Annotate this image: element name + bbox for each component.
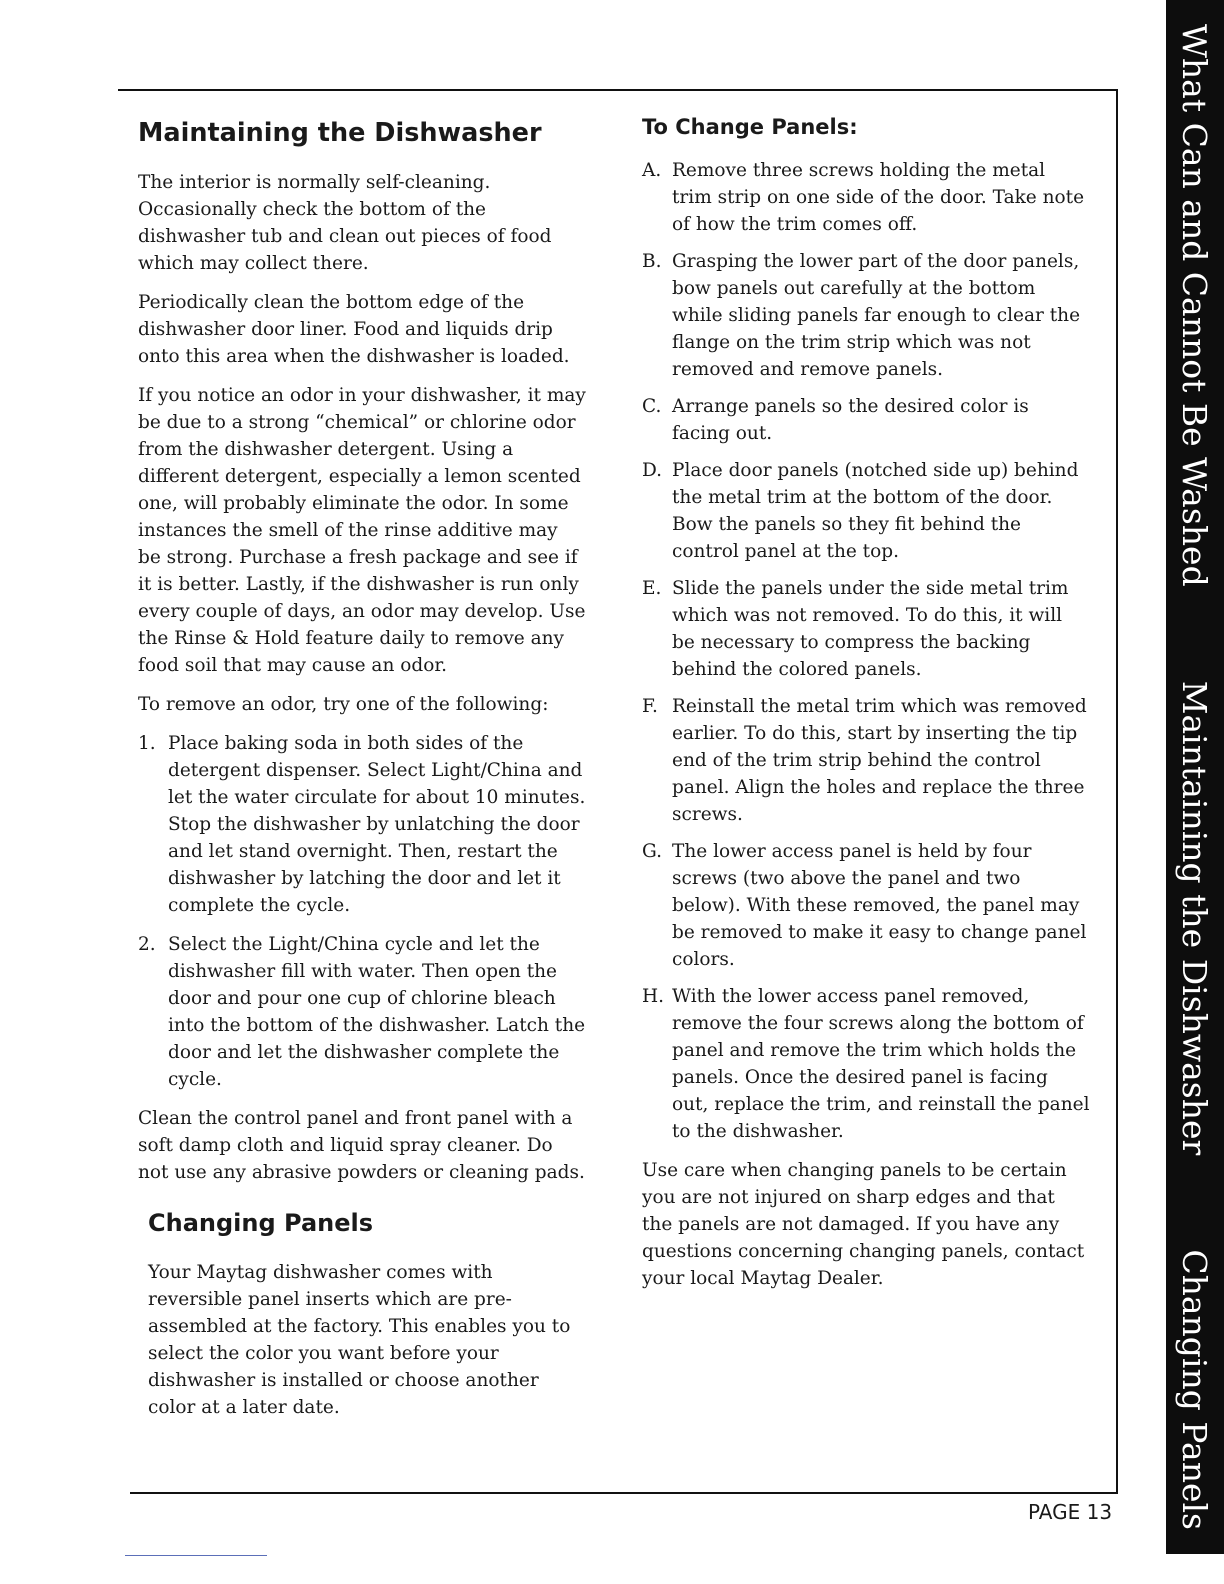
side-tab [1166,0,1224,1554]
odor-steps-list [138,730,586,1093]
scan-mark [125,1555,267,1556]
bottom-rule [130,1492,1118,1494]
changing-panels-paragraph: Your Maytag dishwasher comes with reversible panel inserts which are pre-assembled at the factory. This enables you to select the color you want before your dishwasher is installed or choose another color at a later date. [148,1262,571,1418]
panel-steps-list [642,157,1090,1145]
right-rule [1116,89,1118,1493]
to-change-heading: To Change Panels: [642,115,858,139]
side-tab-labels [1166,0,1224,1554]
side-tab-item-washed: What Can and Cannot Be Washed [1175,24,1215,587]
to-change-closing: Use care when changing panels to be certain you are not injured on sharp edges and that the panels are not damaged. If you have any questions concerning changing panels, contact your local Maytag Dealer. [642,1160,1085,1289]
list-marker: 1. [138,733,156,754]
list-item-text: Place door panels (notched side up) behind the metal trim at the bottom of the door. Bow the panels so they fit behind the control panel at the top. [672,460,1079,562]
list-item-text: Slide the panels under the side metal trim which was not removed. To do this, it will be necessary to compress the backing behind the colored panels. [672,578,1069,680]
list-marker: B. [642,251,662,272]
changing-panels-heading: Changing Panels [148,1209,374,1237]
maintaining-paragraph: To remove an odor, try one of the following: [138,694,549,715]
list-marker: H. [642,986,665,1007]
list-item-text: Arrange panels so the desired color is facing out. [672,396,1029,444]
maintaining-heading: Maintaining the Dishwasher [138,118,542,148]
list-item-text: Reinstall the metal trim which was removed earlier. To do this, start by inserting the tip end of the trim strip behind the control panel. Align the holes and replace the three screws. [672,696,1087,825]
maintaining-paragraph: Periodically clean the bottom edge of the dishwasher door liner. Food and liquids drip onto this area when the dishwasher is loaded. [138,292,570,367]
list-marker: G. [642,841,662,862]
side-tab-item-panels: Changing Panels [1175,1249,1215,1530]
list-item [642,393,1090,447]
top-rule [118,89,1118,91]
list-item-text: Grasping the lower part of the door panels, bow panels out carefully at the bottom while sliding panels far enough to clear the flange on the trim strip which was not removed and remove panels. [672,251,1081,380]
list-item [138,931,586,1093]
right-column [642,114,1090,1304]
list-item-text: The lower access panel is held by four screws (two above the panel and two below). With these removed, the panel may be removed to make it easy to change panel colors. [672,841,1087,970]
list-marker: E. [642,578,662,599]
list-item [642,575,1090,683]
side-tab-item-maintaining: Maintaining the Dishwasher [1175,680,1215,1156]
page-number: PAGE 13 [1028,1500,1113,1524]
list-marker: D. [642,460,663,481]
list-marker: A. [642,160,662,181]
maintaining-paragraph: If you notice an odor in your dishwasher, it may be due to a strong “chemical” or chlorine odor from the dishwasher detergent. Using a different detergent, especially a lemon scented one, will probably eliminate the odor. In some instances the smell of the rinse additive may be strong. Purchase a fresh package and see if it is better. Lastly, if the dishwasher is run only every couple of days, an odor may develop. Use the Rinse & Hold feature daily to remove any food soil that may cause an odor. [138,385,586,676]
list-marker: 2. [138,934,156,955]
list-item [642,983,1090,1145]
list-item-text: With the lower access panel removed, remove the four screws along the bottom of panel and remove the trim which holds the panels. Once the desired panel is facing out, replace the trim, and reinstall the panel to the dishwasher. [672,986,1090,1142]
left-column [138,120,586,1433]
list-item-text: Remove three screws holding the metal trim strip on one side of the door. Take note of how the trim comes off. [672,160,1085,235]
list-item [642,838,1090,973]
list-item [642,248,1090,383]
list-marker: C. [642,396,662,417]
list-item [642,457,1090,565]
list-item [642,157,1090,238]
list-item [138,730,586,919]
maintaining-closing: Clean the control panel and front panel with a soft damp cloth and liquid spray cleaner. Do not use any abrasive powders or cleaning pads. [138,1108,585,1183]
list-item-text: Place baking soda in both sides of the detergent dispenser. Select Light/China and let the water circulate for about 10 minutes. Stop the dishwasher by unlatching the door and let stand overnight. Then, restart the dishwasher by latching the door and let it complete the cycle. [168,733,586,916]
list-marker: F. [642,696,658,717]
list-item [642,693,1090,828]
list-item-text: Select the Light/China cycle and let the dishwasher fill with water. Then open the door and pour one cup of chlorine bleach into the bottom of the dishwasher. Latch the door and let the dishwasher complete the cycle. [168,934,586,1090]
maintaining-paragraph: The interior is normally self-cleaning. Occasionally check the bottom of the dishwasher tub and clean out pieces of food which may collect there. [138,172,552,274]
